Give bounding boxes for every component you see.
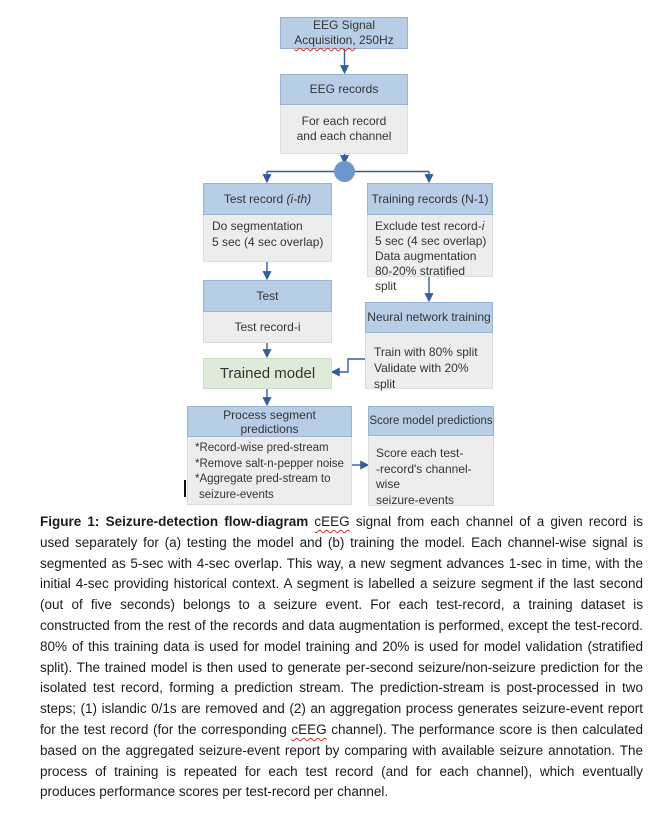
text-cursor — [184, 480, 186, 497]
node-eeg-acquisition — [280, 17, 408, 49]
caption-misspelled-ceeg-1: cEEG — [314, 514, 350, 529]
node-eeg-acquisition-line1: EEG Signal — [312, 18, 376, 32]
node-score-predictions-header — [368, 406, 494, 436]
node-process-predictions-body-line4: seizure-events — [199, 488, 274, 501]
node-trained-model-title: Trained model — [219, 365, 316, 382]
node-eeg-acquisition-line2 — [294, 33, 393, 48]
node-process-predictions-title-line2: predictions — [240, 421, 299, 436]
node-test-record-body-line2: 5 sec (4 sec overlap) — [212, 234, 324, 249]
node-test-title: Test — [256, 288, 279, 303]
node-eeg-records-body-line2: and each channel — [296, 129, 392, 143]
caption-figure-label: Figure 1: Seizure-detection flow-diagram — [40, 514, 309, 529]
node-score-predictions-body — [368, 436, 494, 506]
node-process-predictions-body — [187, 437, 352, 505]
node-neural-training-title: Neural network training — [367, 310, 491, 324]
node-test-record-body — [203, 215, 332, 262]
figure-caption — [40, 512, 643, 803]
node-test-record-body-line1: Do segmentation — [212, 219, 303, 233]
node-process-predictions-body-line3: *Aggregate pred-stream to — [195, 473, 331, 485]
node-test-record-title: Test record (i-th) — [223, 191, 312, 206]
branch-circle — [334, 161, 355, 182]
node-score-predictions-title: Score model predictions — [369, 414, 493, 427]
node-training-records-body-line3: Data augmentation — [375, 249, 477, 263]
node-training-records-body-line4: 80-20% stratified split — [375, 264, 466, 293]
node-eeg-records-header — [280, 74, 408, 105]
node-training-records-body-line1: Exclude test record-i — [375, 219, 485, 233]
node-process-predictions-body-line1: *Record-wise pred-stream — [195, 442, 329, 454]
node-eeg-records-body-line1: For each record — [301, 114, 387, 128]
node-process-predictions-title-line1: Process segment — [223, 407, 316, 422]
node-neural-training-header — [365, 302, 493, 333]
node-test-header — [203, 280, 332, 312]
node-score-predictions-body-line1: Score each test- — [376, 446, 464, 460]
node-training-records-header — [367, 183, 493, 215]
caption-text-2: channel). The performance score is then calculated based on the aggregated seizure-event report by comparing with available seizure annotation. The process of training is repeated for each test record (and for each channel), which eventually produces performance scores per test-record per channel. — [40, 721, 643, 800]
arrow-neural-to-trained-model — [338, 359, 365, 372]
node-eeg-records-body — [280, 105, 408, 154]
misspelled-word: Acquisition, — [294, 33, 356, 47]
node-neural-training-body-line2: Validate with 20% split — [374, 361, 469, 391]
node-neural-training-body — [365, 333, 493, 389]
caption-misspelled-ceeg-2: cEEG — [291, 721, 327, 737]
node-test-record-header — [203, 183, 332, 215]
node-process-predictions-body-line2: *Remove salt-n-pepper noise — [195, 457, 344, 470]
node-training-records-body-line2: 5 sec (4 sec overlap) — [375, 234, 487, 248]
sample-rate: 250Hz — [359, 33, 394, 47]
node-test-body-line1: Test record-i — [234, 319, 301, 334]
node-training-records-body — [367, 215, 493, 293]
node-neural-training-body-line1: Train with 80% split — [374, 345, 478, 359]
node-score-predictions-body-line2: -record's channel-wise — [376, 461, 472, 491]
node-training-records-title: Training records (N-1) — [371, 191, 489, 206]
node-eeg-records-title: EEG records — [309, 82, 379, 96]
caption-text-1: signal from each channel of a given record is used separately for (a) testing the model and (b) training the model. Each channel-wise signal is segmented as 5-sec with 4-sec overlap. This way, a new segment advances 1-sec in time, with the initial 4-sec providing historical context. A segment is labelled a seizure segment if the last second (out of five seconds) belongs to a seizure event. For each test-record, a training dataset is constructed from the rest of the records and data augmentation is performed, except the test-record. 80% of this training data is used for model training and 20% is used for model validation (stratified split). The trained model is then used to generate per-second seizure/non-seizure prediction for the isolated test record, forming a prediction stream. The prediction-stream is post-processed in two steps; (1) islandic 0/1s are removed and (2) an aggregation process generates seizure-event report for the test record (for the corresponding — [40, 514, 643, 737]
node-process-predictions-header — [187, 406, 352, 437]
node-trained-model — [203, 358, 332, 389]
node-test-body — [203, 312, 332, 343]
node-score-predictions-body-line3: seizure-events — [376, 492, 455, 507]
